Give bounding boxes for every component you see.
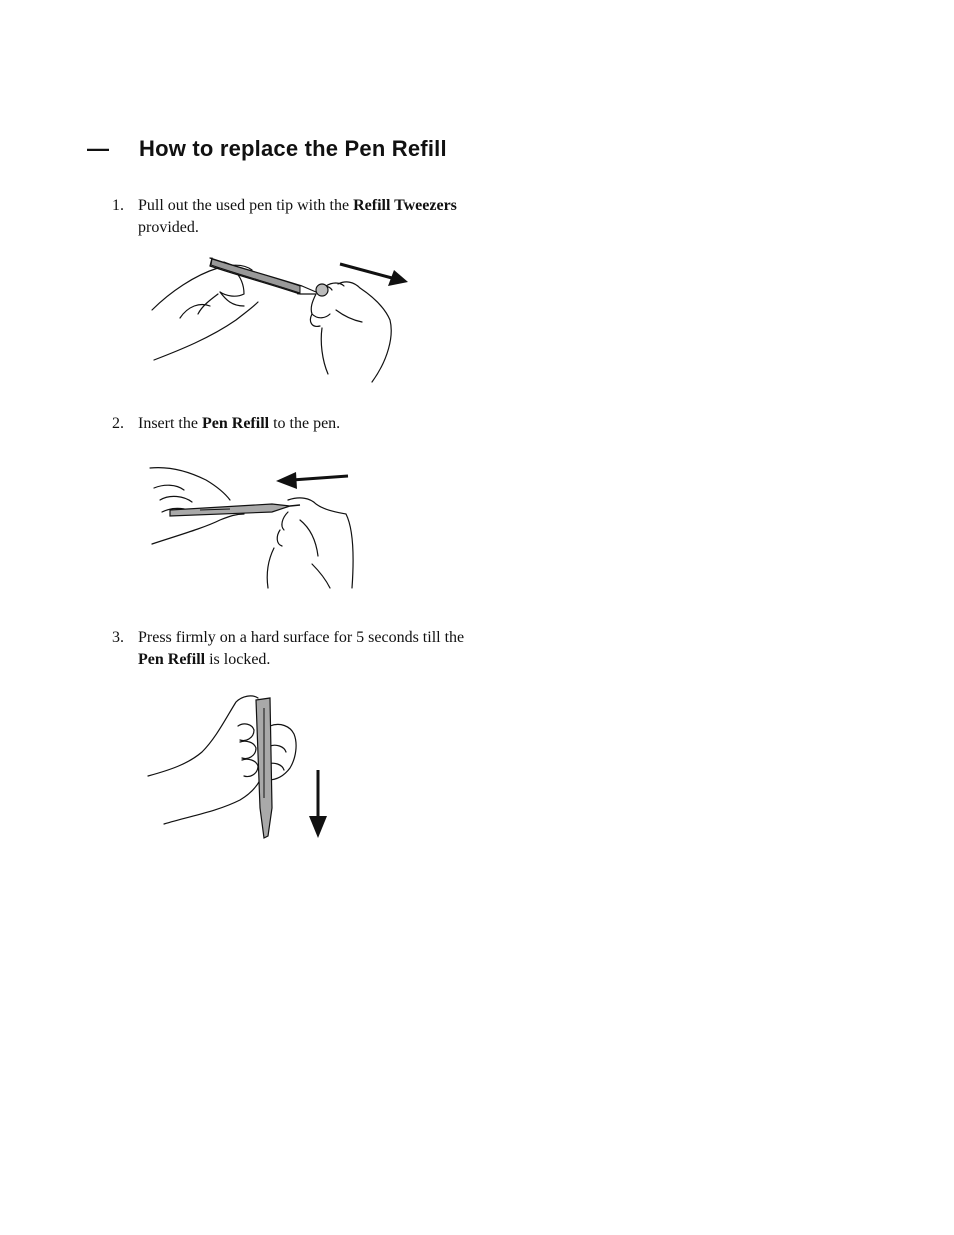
step-number: 2. xyxy=(112,415,124,432)
step-text xyxy=(138,627,464,671)
step-text-part: is locked. xyxy=(205,651,271,668)
step-text-bold: Pen Refill xyxy=(201,415,270,432)
step-text-part: provided. xyxy=(138,219,199,236)
step-text-part: to the pen. xyxy=(269,415,341,432)
heading-dash: — xyxy=(87,136,109,161)
step-text xyxy=(138,413,340,435)
step-text-part: Insert the xyxy=(138,415,202,432)
page-title: How to replace the Pen Refill xyxy=(139,136,447,161)
step-text-part: Press firmly on a hard surface for 5 seconds till the xyxy=(138,629,465,646)
step-2-illustration xyxy=(140,460,370,592)
step-3 xyxy=(112,627,464,671)
step-3-illustration xyxy=(140,688,340,848)
step-text-bold: Refill Tweezers xyxy=(353,197,457,214)
step-text-part: Pull out the used pen tip with the xyxy=(138,197,354,214)
step-1-illustration xyxy=(140,250,420,385)
step-1 xyxy=(112,195,457,239)
step-text xyxy=(138,195,457,239)
section-heading xyxy=(87,134,447,164)
step-text-bold: Pen Refill xyxy=(138,651,206,668)
step-number: 1. xyxy=(112,197,124,214)
step-2 xyxy=(112,413,340,435)
step-number: 3. xyxy=(112,629,124,646)
